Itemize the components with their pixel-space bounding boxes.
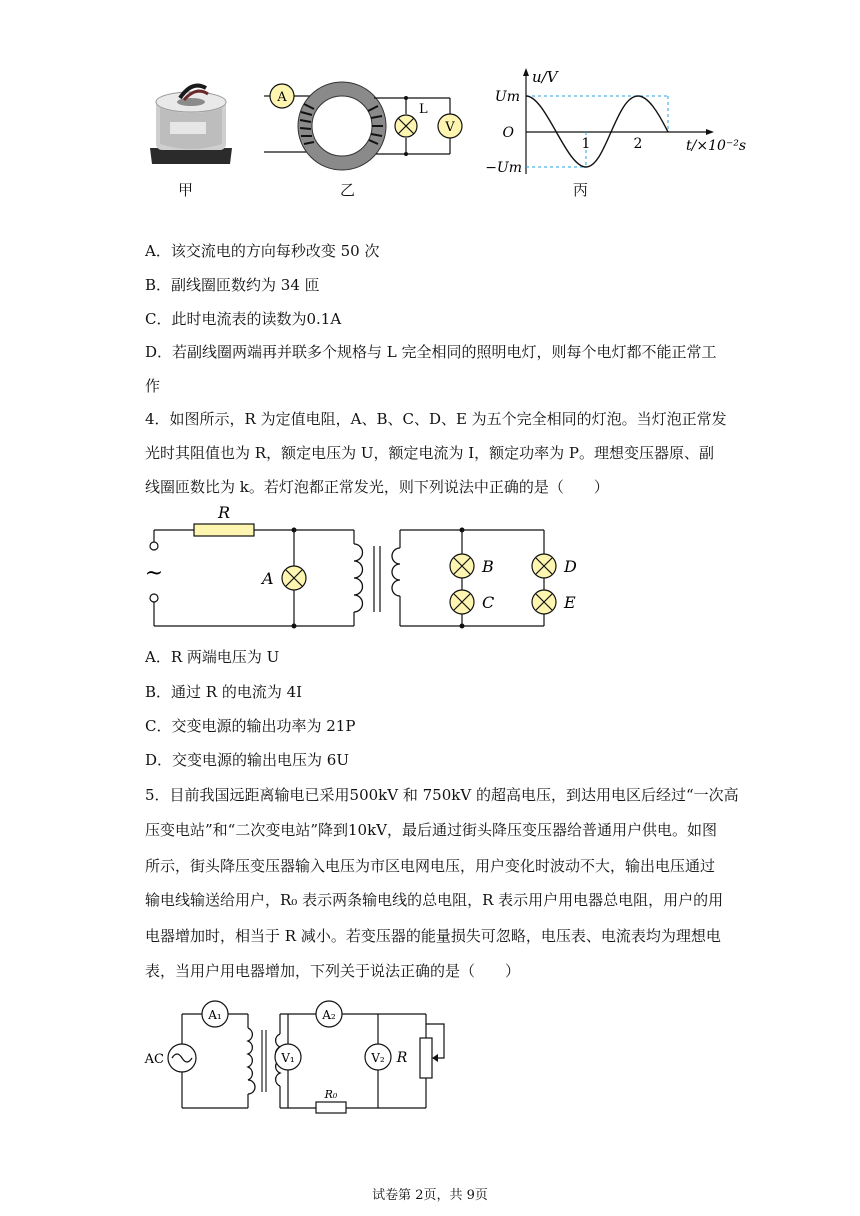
r0-resistor: [316, 1102, 346, 1113]
q4-stem-line-3: 线圈匝数比为 k。若灯泡都正常发光，则下列说法中正确的是（ ）: [145, 478, 609, 496]
tick-2-label: 2: [633, 136, 643, 152]
q3-option-c: C．此时电流表的读数为0.1A: [145, 310, 342, 328]
resistor-r-label: R: [217, 506, 231, 522]
q5-primary-coil: [248, 1028, 255, 1094]
lamp-label: L: [419, 102, 428, 117]
lamp-c-label: C: [482, 593, 495, 612]
y-axis-label: u/V: [532, 68, 558, 86]
page-footer: 试卷第 2页，共 9页: [372, 1188, 488, 1203]
caption-bing: 丙: [573, 181, 589, 199]
q5-stem-line-4: 输电线输送给用户，R₀ 表示两条输电线的总电阻，R 表示用户用电器总电阻，用户的用: [145, 891, 724, 909]
ac-source-symbol: ~: [144, 561, 164, 586]
q4-option-d: D．交变电源的输出电压为 6U: [145, 751, 349, 769]
resistor-r: [194, 524, 254, 536]
caption-jia: 甲: [178, 181, 194, 199]
caption-yi: 乙: [340, 181, 356, 199]
lamp-a-label: A: [262, 569, 274, 588]
sine-voltage-graph: [480, 66, 760, 178]
lamp-b-label: B: [482, 557, 494, 576]
q5-stem-line-5: 电器增加时，相当于 R 减小。若变压器的能量损失可忽略，电压表、电流表均为理想电: [145, 927, 721, 945]
q3-option-b: B．副线圈匝数约为 34 匝: [145, 276, 320, 294]
q5-stem-line-6: 表，当用户用电器增加，下列关于说法正确的是（ ）: [145, 962, 521, 980]
q4-transformer-circuit: [140, 506, 600, 636]
lamp-e-label: E: [564, 593, 576, 612]
x-axis-label: t/×10⁻²s: [686, 138, 747, 154]
toroidal-transformer-photo: [146, 78, 236, 170]
q3-option-d: D．若副线圈两端再并联多个规格与 L 完全相同的照明电灯，则每个电灯都不能正常工: [145, 343, 717, 361]
q3-option-d-cont: 作: [145, 377, 161, 395]
secondary-coil: [392, 548, 400, 596]
toroid-circuit-figure: [264, 76, 464, 180]
r0-label: R₀: [324, 1088, 338, 1101]
rheostat-r: [420, 1038, 432, 1078]
um-neg-label: −Um: [485, 160, 522, 176]
q3-option-a: A．该交流电的方向每秒改变 50 次: [145, 242, 380, 260]
ac-source-label: AC: [144, 1052, 164, 1067]
a1-label: A₁: [208, 1008, 222, 1022]
q4-option-c: C．交变电源的输出功率为 21P: [145, 717, 356, 735]
lamp-d-label: D: [564, 557, 577, 576]
q4-stem-line-1: 4．如图所示，R 为定值电阻，A、B、C、D、E 为五个完全相同的灯泡。当灯泡正常发: [145, 410, 727, 428]
tick-1-label: 1: [581, 136, 591, 152]
origin-label: O: [502, 125, 514, 141]
a2-label: A₂: [322, 1008, 336, 1022]
rheostat-r-label: R: [396, 1050, 408, 1066]
q5-distribution-circuit: [144, 994, 454, 1120]
q5-stem-line-3: 所示，街头降压变压器输入电压为市区电网电压，用户变化时波动不大，输出电压通过: [145, 857, 716, 875]
um-pos-label: Um: [494, 89, 520, 105]
ammeter-label: A: [277, 90, 287, 105]
v1-label: V₁: [281, 1051, 295, 1065]
voltmeter-label: V: [445, 120, 455, 135]
q4-option-b: B．通过 R 的电流为 4I: [145, 683, 303, 701]
q4-option-a: A．R 两端电压为 U: [145, 648, 280, 666]
q4-stem-line-2: 光时其阻值也为 R，额定电压为 U，额定电流为 I，额定功率为 P。理想变压器原、副: [145, 444, 715, 462]
primary-coil: [354, 544, 363, 612]
v2-label: V₂: [371, 1051, 385, 1065]
q5-stem-line-1: 5．目前我国远距离输电已采用500kV 和 750kV 的超高电压，到达用电区后经过“一次高: [145, 786, 739, 804]
q5-stem-line-2: 压变电站”和“二次变电站”降到10kV，最后通过街头降压变压器给普通用户供电。如图: [145, 821, 718, 839]
